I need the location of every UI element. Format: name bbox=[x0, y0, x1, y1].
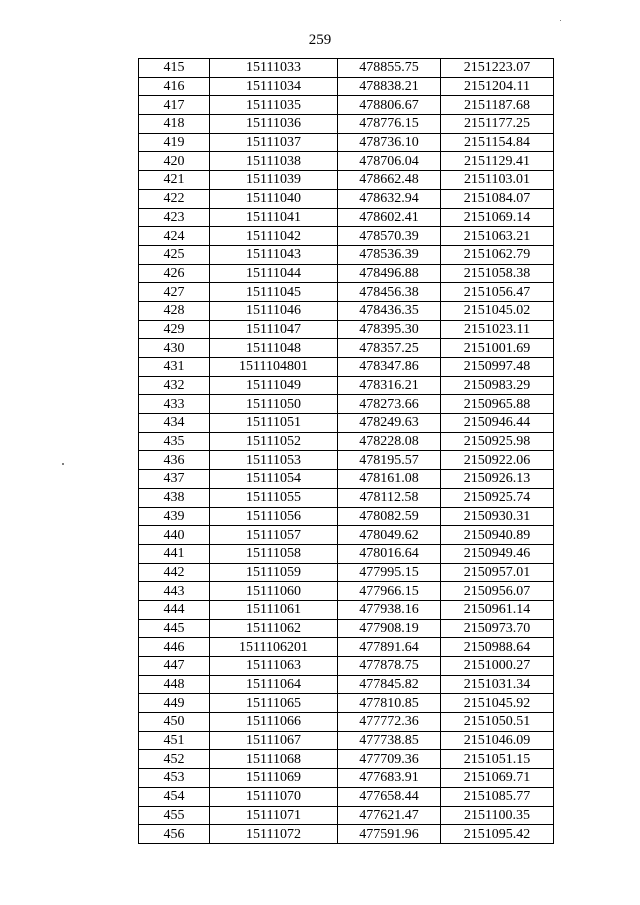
y-coordinate-cell: 2151046.09 bbox=[441, 731, 554, 750]
x-coordinate-cell: 477591.96 bbox=[338, 825, 441, 844]
x-coordinate-cell: 477908.19 bbox=[338, 619, 441, 638]
x-coordinate-cell: 478273.66 bbox=[338, 395, 441, 414]
coordinates-table bbox=[138, 58, 554, 844]
y-coordinate-cell: 2151154.84 bbox=[441, 133, 554, 152]
page-number: 259 bbox=[308, 32, 332, 48]
x-coordinate-cell: 478112.58 bbox=[338, 488, 441, 507]
row-number-cell: 432 bbox=[139, 376, 210, 395]
point-id-cell: 15111044 bbox=[210, 264, 338, 283]
point-id-cell: 15111062 bbox=[210, 619, 338, 638]
y-coordinate-cell: 2151085.77 bbox=[441, 787, 554, 806]
point-id-cell: 15111059 bbox=[210, 563, 338, 582]
y-coordinate-cell: 2151177.25 bbox=[441, 115, 554, 134]
x-coordinate-cell: 477772.36 bbox=[338, 713, 441, 732]
row-number-cell: 425 bbox=[139, 245, 210, 264]
table-row bbox=[139, 507, 554, 526]
y-coordinate-cell: 2151223.07 bbox=[441, 59, 554, 78]
x-coordinate-cell: 478316.21 bbox=[338, 376, 441, 395]
row-number-cell: 443 bbox=[139, 582, 210, 601]
point-id-cell: 15111072 bbox=[210, 825, 338, 844]
table-row bbox=[139, 171, 554, 190]
x-coordinate-cell: 478536.39 bbox=[338, 245, 441, 264]
row-number-cell: 431 bbox=[139, 358, 210, 377]
point-id-cell: 15111047 bbox=[210, 320, 338, 339]
table-row bbox=[139, 806, 554, 825]
row-number-cell: 447 bbox=[139, 657, 210, 676]
row-number-cell: 419 bbox=[139, 133, 210, 152]
table-row bbox=[139, 320, 554, 339]
table-row bbox=[139, 769, 554, 788]
table-row bbox=[139, 358, 554, 377]
table-row bbox=[139, 283, 554, 302]
table-row bbox=[139, 563, 554, 582]
table-row bbox=[139, 208, 554, 227]
x-coordinate-cell: 478662.48 bbox=[338, 171, 441, 190]
point-id-cell: 15111038 bbox=[210, 152, 338, 171]
y-coordinate-cell: 2151001.69 bbox=[441, 339, 554, 358]
y-coordinate-cell: 2150957.01 bbox=[441, 563, 554, 582]
y-coordinate-cell: 2151069.14 bbox=[441, 208, 554, 227]
x-coordinate-cell: 477621.47 bbox=[338, 806, 441, 825]
y-coordinate-cell: 2151051.15 bbox=[441, 750, 554, 769]
point-id-cell: 15111065 bbox=[210, 694, 338, 713]
x-coordinate-cell: 478082.59 bbox=[338, 507, 441, 526]
row-number-cell: 421 bbox=[139, 171, 210, 190]
table-row bbox=[139, 301, 554, 320]
x-coordinate-cell: 478456.38 bbox=[338, 283, 441, 302]
x-coordinate-cell: 478195.57 bbox=[338, 451, 441, 470]
row-number-cell: 455 bbox=[139, 806, 210, 825]
point-id-cell: 15111049 bbox=[210, 376, 338, 395]
row-number-cell: 456 bbox=[139, 825, 210, 844]
x-coordinate-cell: 477966.15 bbox=[338, 582, 441, 601]
x-coordinate-cell: 478602.41 bbox=[338, 208, 441, 227]
row-number-cell: 453 bbox=[139, 769, 210, 788]
point-id-cell: 15111036 bbox=[210, 115, 338, 134]
row-number-cell: 416 bbox=[139, 77, 210, 96]
point-id-cell: 15111050 bbox=[210, 395, 338, 414]
row-number-cell: 440 bbox=[139, 526, 210, 545]
point-id-cell: 15111048 bbox=[210, 339, 338, 358]
row-number-cell: 452 bbox=[139, 750, 210, 769]
y-coordinate-cell: 2150926.13 bbox=[441, 470, 554, 489]
y-coordinate-cell: 2151058.38 bbox=[441, 264, 554, 283]
table-row bbox=[139, 115, 554, 134]
x-coordinate-cell: 477995.15 bbox=[338, 563, 441, 582]
table-row bbox=[139, 787, 554, 806]
y-coordinate-cell: 2151023.11 bbox=[441, 320, 554, 339]
y-coordinate-cell: 2151103.01 bbox=[441, 171, 554, 190]
row-number-cell: 442 bbox=[139, 563, 210, 582]
point-id-cell: 15111064 bbox=[210, 675, 338, 694]
y-coordinate-cell: 2151084.07 bbox=[441, 189, 554, 208]
y-coordinate-cell: 2150988.64 bbox=[441, 638, 554, 657]
table-row bbox=[139, 59, 554, 78]
table-row bbox=[139, 245, 554, 264]
x-coordinate-cell: 478347.86 bbox=[338, 358, 441, 377]
table-row bbox=[139, 432, 554, 451]
table-row bbox=[139, 582, 554, 601]
point-id-cell: 15111056 bbox=[210, 507, 338, 526]
row-number-cell: 427 bbox=[139, 283, 210, 302]
table-row bbox=[139, 77, 554, 96]
point-id-cell: 15111033 bbox=[210, 59, 338, 78]
row-number-cell: 429 bbox=[139, 320, 210, 339]
point-id-cell: 15111042 bbox=[210, 227, 338, 246]
point-id-cell: 15111070 bbox=[210, 787, 338, 806]
x-coordinate-cell: 477658.44 bbox=[338, 787, 441, 806]
y-coordinate-cell: 2151056.47 bbox=[441, 283, 554, 302]
table-row bbox=[139, 526, 554, 545]
x-coordinate-cell: 478016.64 bbox=[338, 544, 441, 563]
y-coordinate-cell: 2150925.74 bbox=[441, 488, 554, 507]
point-id-cell: 15111041 bbox=[210, 208, 338, 227]
x-coordinate-cell: 478736.10 bbox=[338, 133, 441, 152]
x-coordinate-cell: 478496.88 bbox=[338, 264, 441, 283]
row-number-cell: 424 bbox=[139, 227, 210, 246]
x-coordinate-cell: 478776.15 bbox=[338, 115, 441, 134]
row-number-cell: 437 bbox=[139, 470, 210, 489]
x-coordinate-cell: 478249.63 bbox=[338, 414, 441, 433]
x-coordinate-cell: 477683.91 bbox=[338, 769, 441, 788]
y-coordinate-cell: 2151031.34 bbox=[441, 675, 554, 694]
row-number-cell: 435 bbox=[139, 432, 210, 451]
row-number-cell: 418 bbox=[139, 115, 210, 134]
y-coordinate-cell: 2150961.14 bbox=[441, 600, 554, 619]
table-row bbox=[139, 619, 554, 638]
row-number-cell: 448 bbox=[139, 675, 210, 694]
point-id-cell: 15111039 bbox=[210, 171, 338, 190]
x-coordinate-cell: 478806.67 bbox=[338, 96, 441, 115]
y-coordinate-cell: 2150940.89 bbox=[441, 526, 554, 545]
x-coordinate-cell: 477738.85 bbox=[338, 731, 441, 750]
table-row bbox=[139, 675, 554, 694]
y-coordinate-cell: 2151069.71 bbox=[441, 769, 554, 788]
row-number-cell: 434 bbox=[139, 414, 210, 433]
table-row bbox=[139, 264, 554, 283]
y-coordinate-cell: 2151100.35 bbox=[441, 806, 554, 825]
point-id-cell: 15111061 bbox=[210, 600, 338, 619]
y-coordinate-cell: 2151204.11 bbox=[441, 77, 554, 96]
table-row bbox=[139, 544, 554, 563]
point-id-cell: 15111067 bbox=[210, 731, 338, 750]
row-number-cell: 446 bbox=[139, 638, 210, 657]
point-id-cell: 15111068 bbox=[210, 750, 338, 769]
point-id-cell: 15111071 bbox=[210, 806, 338, 825]
y-coordinate-cell: 2150946.44 bbox=[441, 414, 554, 433]
y-coordinate-cell: 2150930.31 bbox=[441, 507, 554, 526]
y-coordinate-cell: 2151129.41 bbox=[441, 152, 554, 171]
point-id-cell: 15111035 bbox=[210, 96, 338, 115]
point-id-cell: 15111060 bbox=[210, 582, 338, 601]
row-number-cell: 441 bbox=[139, 544, 210, 563]
point-id-cell: 15111058 bbox=[210, 544, 338, 563]
point-id-cell: 15111040 bbox=[210, 189, 338, 208]
table-row bbox=[139, 339, 554, 358]
row-number-cell: 449 bbox=[139, 694, 210, 713]
row-number-cell: 433 bbox=[139, 395, 210, 414]
table-row bbox=[139, 376, 554, 395]
row-number-cell: 454 bbox=[139, 787, 210, 806]
row-number-cell: 422 bbox=[139, 189, 210, 208]
table-row bbox=[139, 227, 554, 246]
y-coordinate-cell: 2150922.06 bbox=[441, 451, 554, 470]
y-coordinate-cell: 2150956.07 bbox=[441, 582, 554, 601]
y-coordinate-cell: 2151063.21 bbox=[441, 227, 554, 246]
scan-speck bbox=[62, 463, 64, 465]
row-number-cell: 450 bbox=[139, 713, 210, 732]
table-row bbox=[139, 488, 554, 507]
point-id-cell: 15111051 bbox=[210, 414, 338, 433]
x-coordinate-cell: 478049.62 bbox=[338, 526, 441, 545]
table-row bbox=[139, 470, 554, 489]
table-row bbox=[139, 96, 554, 115]
y-coordinate-cell: 2151187.68 bbox=[441, 96, 554, 115]
x-coordinate-cell: 478395.30 bbox=[338, 320, 441, 339]
point-id-cell: 15111045 bbox=[210, 283, 338, 302]
table-row bbox=[139, 152, 554, 171]
x-coordinate-cell: 477878.75 bbox=[338, 657, 441, 676]
y-coordinate-cell: 2151045.02 bbox=[441, 301, 554, 320]
point-id-cell: 15111053 bbox=[210, 451, 338, 470]
table-row bbox=[139, 731, 554, 750]
row-number-cell: 451 bbox=[139, 731, 210, 750]
x-coordinate-cell: 478436.35 bbox=[338, 301, 441, 320]
y-coordinate-cell: 2150965.88 bbox=[441, 395, 554, 414]
y-coordinate-cell: 2151000.27 bbox=[441, 657, 554, 676]
x-coordinate-cell: 478570.39 bbox=[338, 227, 441, 246]
table-row bbox=[139, 750, 554, 769]
row-number-cell: 426 bbox=[139, 264, 210, 283]
table-row bbox=[139, 600, 554, 619]
table-row bbox=[139, 414, 554, 433]
y-coordinate-cell: 2150997.48 bbox=[441, 358, 554, 377]
point-id-cell: 15111037 bbox=[210, 133, 338, 152]
table-row bbox=[139, 133, 554, 152]
row-number-cell: 439 bbox=[139, 507, 210, 526]
y-coordinate-cell: 2150949.46 bbox=[441, 544, 554, 563]
point-id-cell: 15111046 bbox=[210, 301, 338, 320]
row-number-cell: 445 bbox=[139, 619, 210, 638]
row-number-cell: 415 bbox=[139, 59, 210, 78]
x-coordinate-cell: 477810.85 bbox=[338, 694, 441, 713]
row-number-cell: 417 bbox=[139, 96, 210, 115]
y-coordinate-cell: 2151050.51 bbox=[441, 713, 554, 732]
table-row bbox=[139, 694, 554, 713]
row-number-cell: 436 bbox=[139, 451, 210, 470]
point-id-cell: 15111057 bbox=[210, 526, 338, 545]
point-id-cell: 1511106201 bbox=[210, 638, 338, 657]
point-id-cell: 15111063 bbox=[210, 657, 338, 676]
row-number-cell: 438 bbox=[139, 488, 210, 507]
point-id-cell: 15111043 bbox=[210, 245, 338, 264]
point-id-cell: 15111069 bbox=[210, 769, 338, 788]
x-coordinate-cell: 478228.08 bbox=[338, 432, 441, 451]
table-row bbox=[139, 395, 554, 414]
x-coordinate-cell: 477709.36 bbox=[338, 750, 441, 769]
point-id-cell: 15111052 bbox=[210, 432, 338, 451]
x-coordinate-cell: 478855.75 bbox=[338, 59, 441, 78]
y-coordinate-cell: 2150973.70 bbox=[441, 619, 554, 638]
row-number-cell: 444 bbox=[139, 600, 210, 619]
x-coordinate-cell: 478161.08 bbox=[338, 470, 441, 489]
point-id-cell: 1511104801 bbox=[210, 358, 338, 377]
x-coordinate-cell: 477845.82 bbox=[338, 675, 441, 694]
x-coordinate-cell: 477938.16 bbox=[338, 600, 441, 619]
table-body bbox=[139, 59, 554, 844]
y-coordinate-cell: 2151095.42 bbox=[441, 825, 554, 844]
x-coordinate-cell: 478838.21 bbox=[338, 77, 441, 96]
table-row bbox=[139, 451, 554, 470]
row-number-cell: 428 bbox=[139, 301, 210, 320]
row-number-cell: 423 bbox=[139, 208, 210, 227]
point-id-cell: 15111066 bbox=[210, 713, 338, 732]
x-coordinate-cell: 477891.64 bbox=[338, 638, 441, 657]
scan-speck bbox=[560, 20, 561, 21]
row-number-cell: 430 bbox=[139, 339, 210, 358]
point-id-cell: 15111054 bbox=[210, 470, 338, 489]
x-coordinate-cell: 478632.94 bbox=[338, 189, 441, 208]
table-row bbox=[139, 638, 554, 657]
table-row bbox=[139, 189, 554, 208]
table-row bbox=[139, 825, 554, 844]
x-coordinate-cell: 478706.04 bbox=[338, 152, 441, 171]
table-row bbox=[139, 657, 554, 676]
point-id-cell: 15111034 bbox=[210, 77, 338, 96]
y-coordinate-cell: 2150925.98 bbox=[441, 432, 554, 451]
point-id-cell: 15111055 bbox=[210, 488, 338, 507]
x-coordinate-cell: 478357.25 bbox=[338, 339, 441, 358]
y-coordinate-cell: 2151062.79 bbox=[441, 245, 554, 264]
y-coordinate-cell: 2151045.92 bbox=[441, 694, 554, 713]
row-number-cell: 420 bbox=[139, 152, 210, 171]
table-row bbox=[139, 713, 554, 732]
y-coordinate-cell: 2150983.29 bbox=[441, 376, 554, 395]
